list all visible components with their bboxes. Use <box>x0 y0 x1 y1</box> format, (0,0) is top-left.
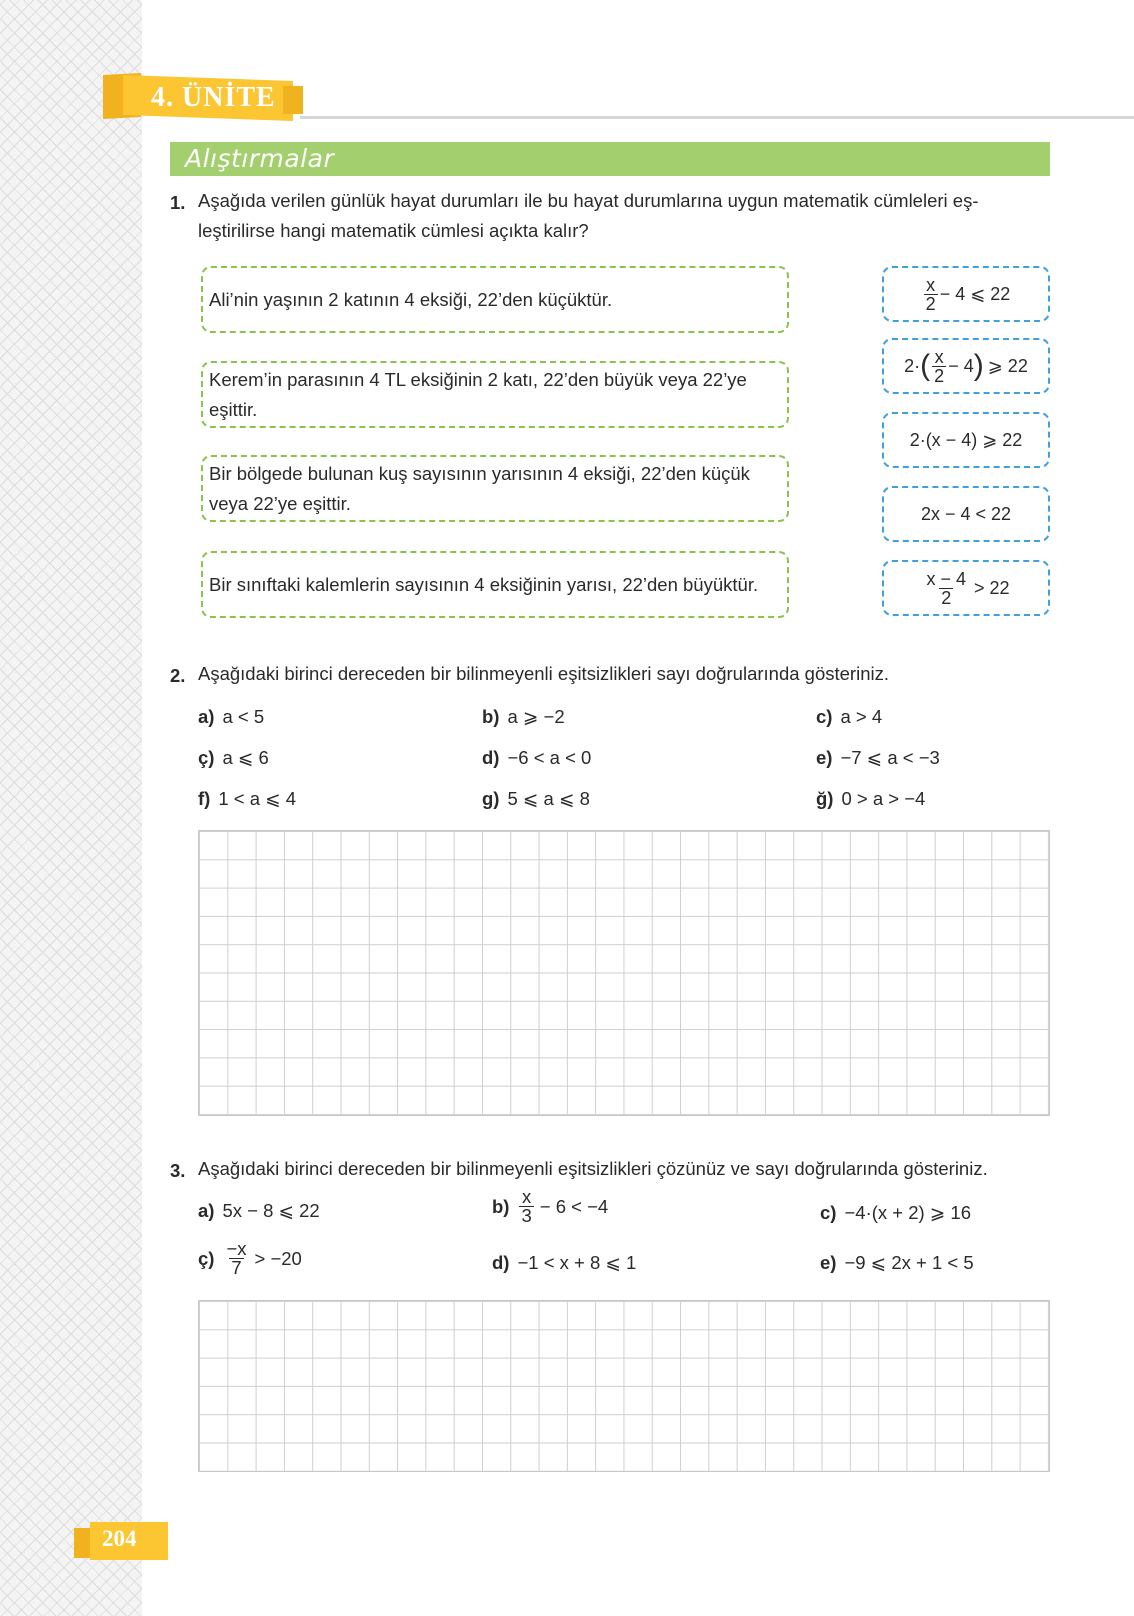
unit-title: 4. ÜNİTE <box>151 82 276 113</box>
q2-item-g <box>482 788 590 810</box>
q3-answer-grid[interactable] <box>198 1300 1050 1472</box>
situation-box-2 <box>201 361 789 428</box>
item-expr: −4·(x + 2) ⩾ 16 <box>844 1202 972 1223</box>
q1-text <box>198 186 1058 246</box>
paren-left: ( <box>920 349 931 382</box>
expr-text: 2x − 4 < 22 <box>920 503 1012 524</box>
q1-text-line2: leştirilirse hangi matematik cümlesi açıkta kalır? <box>198 220 589 241</box>
item-label: b) <box>482 706 500 727</box>
item-label: d) <box>482 747 500 768</box>
item-expr: 0 > a > −4 <box>841 788 926 809</box>
frac-den: 3 <box>521 1205 532 1226</box>
expression-box-5 <box>882 560 1050 616</box>
q3-item-b <box>492 1188 608 1225</box>
q2-item-f <box>198 788 296 810</box>
q2-item-a <box>198 706 264 728</box>
item-expr: > −20 <box>254 1247 302 1269</box>
item-label: d) <box>492 1252 510 1273</box>
frac-num: −x <box>226 1238 247 1259</box>
item-label: ç) <box>198 747 215 768</box>
q3-item-e <box>820 1252 974 1274</box>
q3-number: 3. <box>170 1160 186 1181</box>
item-label: ç) <box>198 1247 215 1269</box>
expression-box-4 <box>882 486 1050 542</box>
q2-item-gg <box>816 788 925 810</box>
item-label: f) <box>198 788 211 809</box>
situation-text: Ali’nin yaşının 2 katının 4 eksiği, 22’den küçüktür. <box>209 288 613 310</box>
expr-rest: > 22 <box>973 577 1010 598</box>
item-label: c) <box>820 1202 837 1223</box>
q2-item-c <box>816 706 882 728</box>
q2-number: 2. <box>170 665 186 686</box>
situation-text: Kerem’in parasının 4 TL eksiğinin 2 katı, 22’den büyük veya 22’ye eşittir. <box>209 368 747 420</box>
q1-number: 1. <box>170 192 186 213</box>
frac-den: 2 <box>925 293 936 314</box>
q2-item-d <box>482 747 591 769</box>
item-label: e) <box>816 747 833 768</box>
q2-answer-grid[interactable] <box>198 830 1050 1116</box>
q3-item-cc <box>198 1240 302 1277</box>
q3-item-c <box>820 1202 971 1224</box>
expression-box-1 <box>882 266 1050 322</box>
section-title: Alıştırmalar <box>185 144 335 173</box>
item-expr: 1 < a ⩽ 4 <box>218 788 297 809</box>
frac-den: 2 <box>941 587 952 608</box>
side-pattern <box>0 0 142 1616</box>
item-expr: −9 ⩽ 2x + 1 < 5 <box>844 1252 974 1273</box>
item-expr: a ⩾ −2 <box>507 706 565 727</box>
item-expr: −6 < a < 0 <box>507 747 592 768</box>
item-expr: a > 4 <box>840 706 883 727</box>
page-number: 204 <box>102 1526 137 1551</box>
item-expr: 5 ⩽ a ⩽ 8 <box>507 788 590 809</box>
item-expr: − 6 < −4 <box>539 1195 609 1217</box>
situation-text: Bir bölgede bulunan kuş sayısının yarısının 4 eksiği, 22’den küçük veya 22’ye eşittir. <box>209 462 750 514</box>
item-label: a) <box>198 706 215 727</box>
expression-box-2 <box>882 338 1050 394</box>
frac-num: x <box>934 346 944 367</box>
expr-mid: − 4 <box>948 355 974 376</box>
q2-item-cc <box>198 747 269 769</box>
expr-text: 2·(x − 4) ⩾ 22 <box>909 429 1023 450</box>
expression-box-3 <box>882 412 1050 468</box>
item-expr: −7 ⩽ a < −3 <box>840 747 940 768</box>
unit-tab <box>103 74 303 120</box>
page-number-tab <box>74 1520 168 1560</box>
expr-rest: ⩾ 22 <box>987 355 1028 376</box>
frac-num: x <box>521 1186 532 1207</box>
q3-item-a <box>198 1200 320 1222</box>
item-label: a) <box>198 1200 215 1221</box>
q2-text: Aşağıdaki birinci dereceden bir bilinmeyenli eşitsizlikleri sayı doğrularında gösteriniz. <box>198 663 889 684</box>
situation-text: Bir sınıftaki kalemlerin sayısının 4 eksiğinin yarısı, 22’den büyüktür. <box>209 573 759 595</box>
q2-item-e <box>816 747 940 769</box>
item-expr: 5x − 8 ⩽ 22 <box>222 1200 320 1221</box>
item-label: e) <box>820 1252 837 1273</box>
expr-rest: − 4 ⩽ 22 <box>939 283 1011 304</box>
section-bar <box>170 142 1050 176</box>
q3-item-d <box>492 1252 636 1274</box>
situation-box-4 <box>201 551 789 618</box>
item-expr: a < 5 <box>222 706 265 727</box>
q3-text: Aşağıdaki birinci dereceden bir bilinmeyenli eşitsizlikleri çözünüz ve sayı doğrularında gösteriniz. <box>198 1158 988 1179</box>
q1-text-line1: Aşağıda verilen günlük hayat durumları ile bu hayat durumlarına uygun matematik cümleleri eş- <box>198 190 979 211</box>
item-expr: −1 < x + 8 ⩽ 1 <box>517 1252 637 1273</box>
item-label: ğ) <box>816 788 834 809</box>
situation-box-3 <box>201 455 789 522</box>
frac-den: 2 <box>934 365 945 386</box>
header-rule <box>300 116 1134 119</box>
paren-right: ) <box>973 349 984 382</box>
frac-den: 7 <box>231 1257 242 1278</box>
item-expr: a ⩽ 6 <box>222 747 269 768</box>
frac-num: x − 4 <box>926 568 966 589</box>
expr-pre: 2· <box>904 355 921 376</box>
item-label: b) <box>492 1195 510 1217</box>
situation-box-1 <box>201 266 789 333</box>
item-label: g) <box>482 788 500 809</box>
frac-num: x <box>926 274 936 295</box>
q2-item-b <box>482 706 565 728</box>
item-label: c) <box>816 706 833 727</box>
